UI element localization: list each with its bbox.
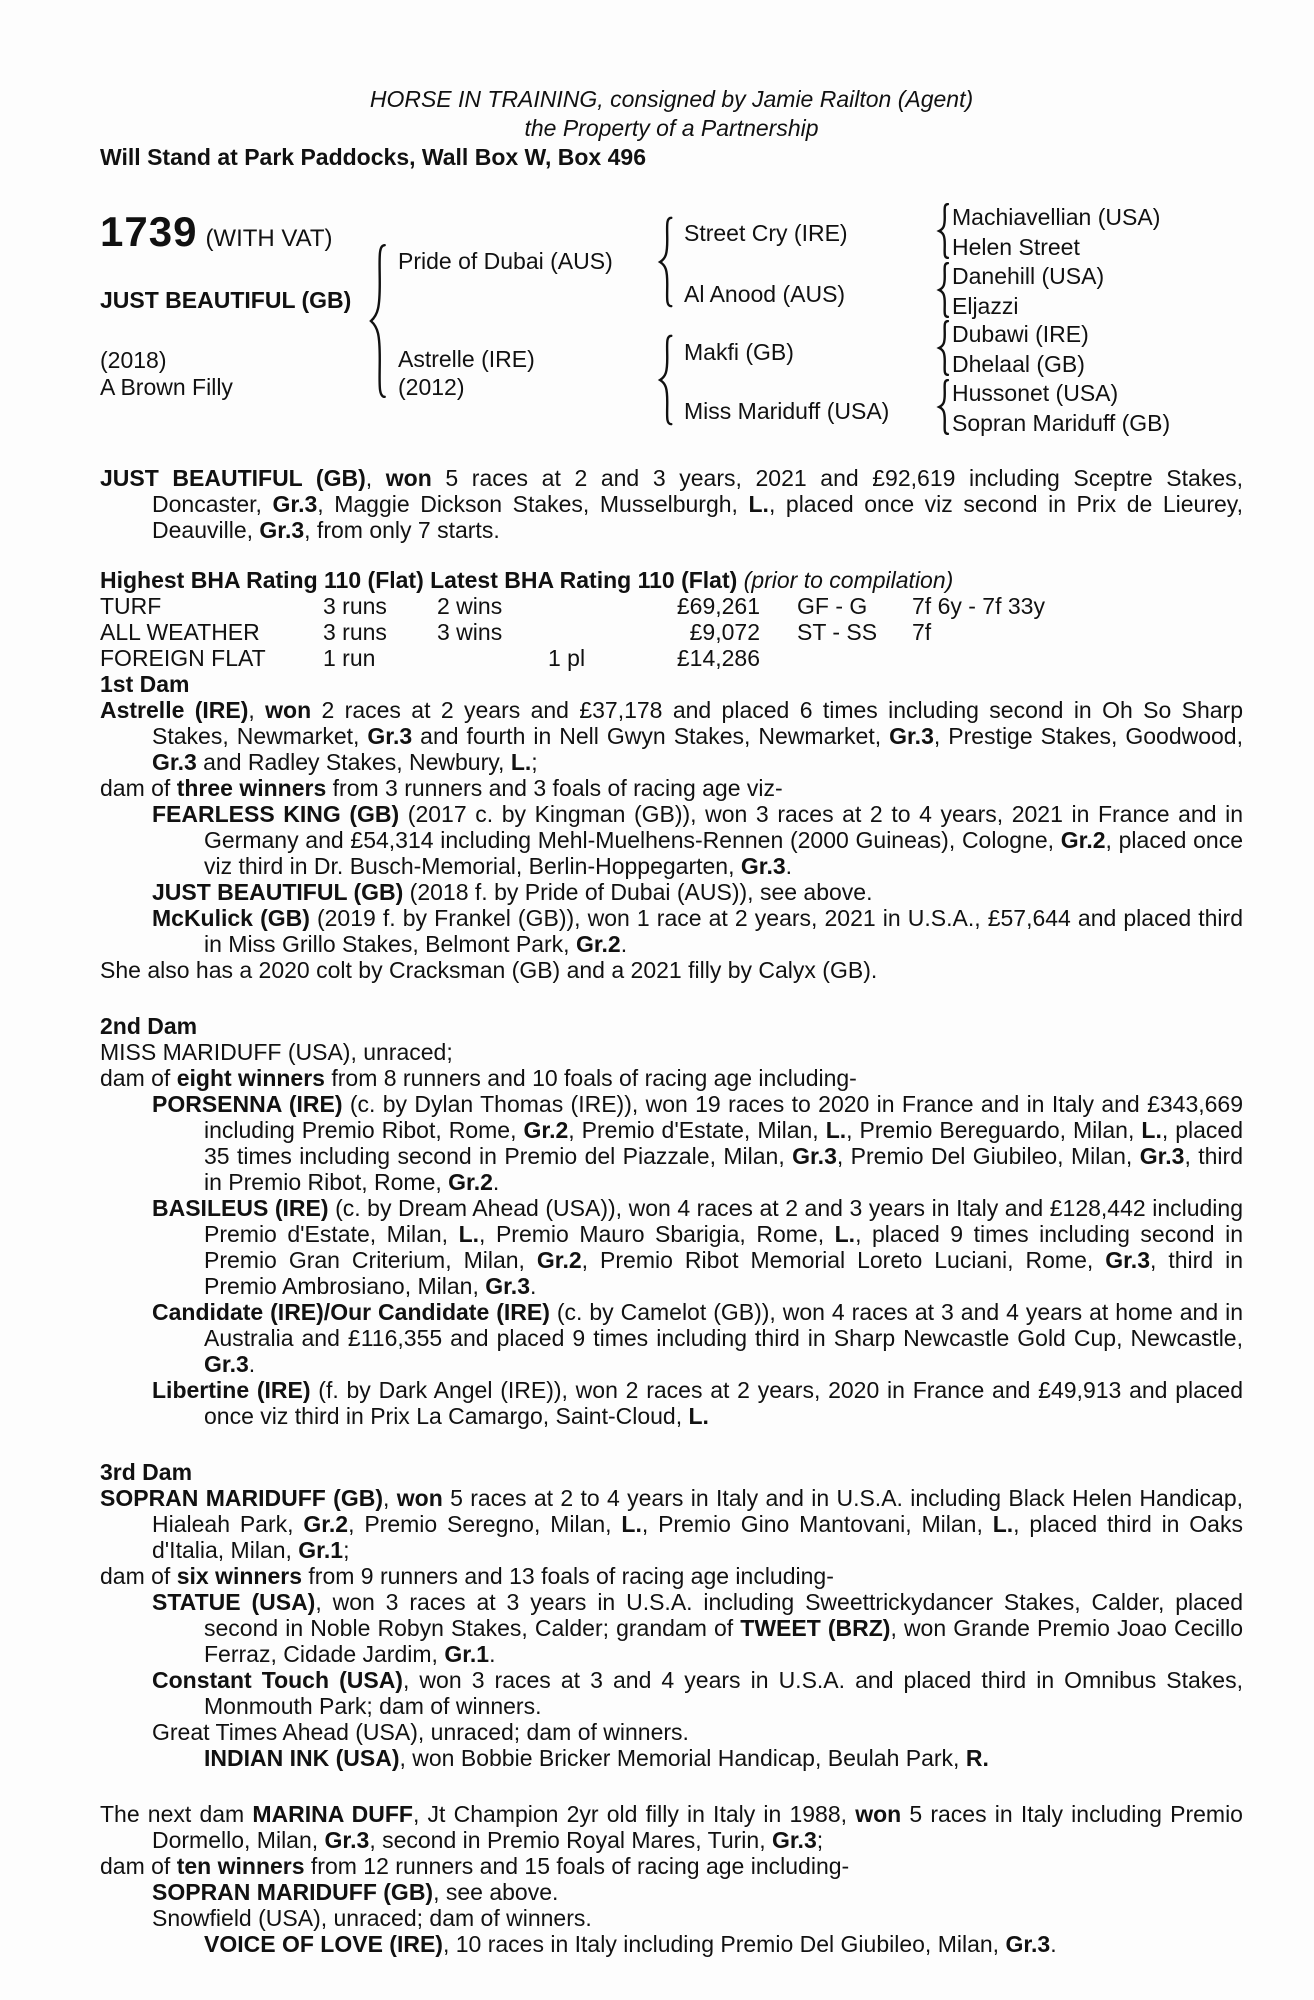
race-record-paragraph: JUST BEAUTIFUL (GB), won 5 races at 2 and 3 years, 2021 and £92,619 including Sceptre Stakes, Doncaster, Gr.3, Maggie Dickson Stakes, Musselburgh, L., placed once viz second in Prix de Lieurey, Deauville, Gr.3, from only 7 starts. — [100, 465, 1244, 543]
offspring-entry: VOICE OF LOVE (IRE), 10 races in Italy including Premio Del Giubileo, Milan, Gr.3. — [204, 1931, 1057, 1957]
offspring-entry: FEARLESS KING (GB) (2017 c. by Kingman (GB)), won 3 races at 2 to 4 years, 2021 in France and in Germany and £54,314 including Mehl-Muelhens-Rennen (2000 Guineas), Cologne, Gr.2, placed once viz third in Dr. Busch-Memorial, Berlin-Hoppegarten, Gr.3. — [152, 801, 1244, 879]
places-cell: 1 pl — [548, 645, 586, 671]
grandsire-dam-side: Makfi (GB) — [684, 339, 794, 365]
bha-rating-line: Highest BHA Rating 110 (Flat) Latest BHA Rating 110 (Flat) (prior to compilation) — [100, 567, 954, 593]
sire-parents-brace-icon — [656, 216, 674, 308]
great-grandsire-2: Danehill (USA) — [952, 263, 1105, 289]
granddam-dam-side: Miss Mariduff (USA) — [684, 398, 890, 424]
lot-row — [100, 208, 333, 256]
runs-cell: 3 runs — [323, 593, 387, 619]
grandsire-sire-side: Street Cry (IRE) — [684, 220, 848, 246]
dam-parents-brace-icon — [656, 334, 674, 426]
first-dam-produce-line: dam of three winners from 3 runners and 3 foals of racing age viz- — [100, 775, 783, 801]
earnings-cell: £9,072 — [689, 619, 760, 645]
offspring-entry: Libertine (IRE) (f. by Dark Angel (IRE)), won 2 races at 2 years, 2020 in France and £49,913 and placed once viz third in Prix La Camargo, Saint-Cloud, L. — [152, 1377, 1243, 1429]
granddam-sire-side: Al Anood (AUS) — [684, 281, 846, 307]
property-line: the Property of a Partnership — [524, 115, 819, 141]
vat-note: (WITH VAT) — [205, 225, 333, 252]
offspring-entry: STATUE (USA), won 3 races at 3 years in U.S.A. including Sweettrickydancer Stakes, Calder, placed second in Noble Robyn Stakes, Calder; grandam of TWEET (BRZ), won Grande Premio Joao Cecillo Ferraz, Cidade Jardim, Gr.1. — [152, 1589, 1244, 1667]
next-dam-section — [100, 1801, 1243, 1957]
great-granddam-1: Helen Street — [952, 234, 1080, 260]
offspring-entry: PORSENNA (IRE) (c. by Dylan Thomas (IRE)), won 19 races to 2020 in France and in Italy and £343,669 including Premio Ribot, Rome, Gr.2, Premio d'Estate, Milan, L., Premio Bereguardo, Milan, L., placed 35 times including second in Premio del Piazzale, Milan, Gr.3, Premio Del Giubileo, Milan, Gr.3, third in Premio Ribot, Rome, Gr.2. — [152, 1091, 1244, 1195]
gg-brace-3-icon — [936, 320, 950, 376]
great-grandparents-pair-4 — [952, 378, 1170, 438]
great-grandparents-pair-1 — [952, 202, 1160, 262]
wins-cell: 3 wins — [437, 619, 503, 645]
second-dam-produce-line: dam of eight winners from 8 runners and 10 foals of racing age including- — [100, 1065, 857, 1091]
going-cell: ST - SS — [797, 619, 878, 645]
second-dam-section — [100, 1013, 1243, 1429]
great-granddam-4: Sopran Mariduff (GB) — [952, 410, 1171, 436]
next-dam-paragraph: The next dam MARINA DUFF, Jt Champion 2yr old filly in Italy in 1988, won 5 races in Italy including Premio Dormello, Milan, Gr.3, second in Premio Royal Mares, Turin, Gr.3; — [100, 1801, 1243, 1853]
second-dam-paragraph: MISS MARIDUFF (USA), unraced; — [100, 1039, 453, 1065]
third-dam-produce-line: dam of six winners from 9 runners and 13 foals of racing age including- — [100, 1563, 834, 1589]
first-dam-heading: 1st Dam — [100, 671, 190, 697]
earnings-cell: £14,286 — [676, 645, 760, 671]
surface-cell: ALL WEATHER — [100, 619, 260, 645]
great-grandparents-pair-3 — [952, 319, 1089, 379]
great-grandparents-pair-2 — [952, 261, 1104, 321]
great-granddam-2: Eljazzi — [952, 293, 1019, 319]
gg-brace-4-icon — [936, 379, 950, 435]
dam-year: (2012) — [398, 374, 465, 400]
wins-cell: 2 wins — [437, 593, 503, 619]
stand-location-line: Will Stand at Park Paddocks, Wall Box W, Box 496 — [100, 144, 646, 170]
first-dam-section — [100, 671, 1243, 983]
next-dam-produce-line: dam of ten winners from 12 runners and 15 foals of racing age including- — [100, 1853, 850, 1879]
consignor-line: HORSE IN TRAINING, consigned by Jamie Railton (Agent) — [369, 86, 974, 112]
lot-number: 1739 — [100, 208, 198, 255]
going-cell: GF - G — [797, 593, 868, 619]
great-grandsire-1: Machiavellian (USA) — [952, 204, 1161, 230]
third-dam-section — [100, 1459, 1243, 1771]
second-dam-heading: 2nd Dam — [100, 1013, 198, 1039]
first-dam-note: She also has a 2020 colt by Cracksman (GB) and a 2021 filly by Calyx (GB). — [100, 957, 878, 983]
offspring-entry: Candidate (IRE)/Our Candidate (IRE) (c. by Camelot (GB)), won 4 races at 3 and 4 years at home and in Australia and £116,355 and placed 9 times including third in Sharp Newcastle Gold Cup, Newcastle, Gr.3. — [152, 1299, 1243, 1377]
great-grandsire-4: Hussonet (USA) — [952, 380, 1119, 406]
pedigree-table — [100, 200, 1243, 440]
table-row-turf — [100, 593, 1243, 619]
great-grandsire-3: Dubawi (IRE) — [952, 321, 1089, 347]
great-granddam-3: Dhelaal (GB) — [952, 351, 1085, 377]
distance-cell: 7f — [912, 619, 932, 645]
third-dam-paragraph: SOPRAN MARIDUFF (GB), won 5 races at 2 to 4 years in Italy and in U.S.A. including Black Helen Handicap, Hialeah Park, Gr.2, Premio Seregno, Milan, L., Premio Gino Mantovani, Milan, L., placed third in Oaks d'Italia, Milan, Gr.1; — [100, 1485, 1244, 1563]
bha-rating-section — [100, 567, 1243, 671]
pedigree-brace-icon — [366, 242, 388, 400]
offspring-entry: SOPRAN MARIDUFF (GB), see above. — [152, 1879, 559, 1905]
surface-cell: FOREIGN FLAT — [100, 645, 266, 671]
runs-cell: 3 runs — [323, 619, 387, 645]
race-summary-table — [100, 593, 1243, 671]
gg-brace-2-icon — [936, 262, 950, 318]
table-row-all-weather — [100, 619, 1243, 645]
offspring-entry: Constant Touch (USA), won 3 races at 3 and 4 years in U.S.A. and placed third in Omnibus Stakes, Monmouth Park; dam of winners. — [152, 1667, 1243, 1719]
gg-brace-1-icon — [936, 203, 950, 259]
dam-name: Astrelle (IRE) — [398, 346, 535, 372]
offspring-entry: Great Times Ahead (USA), unraced; dam of winners. — [152, 1719, 689, 1745]
table-row-foreign-flat — [100, 645, 1243, 671]
offspring-entry: McKulick (GB) (2019 f. by Frankel (GB)), won 1 race at 2 years, 2021 in U.S.A., £57,644 and placed third in Miss Grillo Stakes, Belmont Park, Gr.2. — [152, 905, 1243, 957]
offspring-entry: JUST BEAUTIFUL (GB) (2018 f. by Pride of Dubai (AUS)), see above. — [152, 879, 873, 905]
offspring-entry: INDIAN INK (USA), won Bobbie Bricker Memorial Handicap, Beulah Park, R. — [204, 1745, 989, 1771]
earnings-cell: £69,261 — [676, 593, 760, 619]
first-dam-paragraph: Astrelle (IRE), won 2 races at 2 years and £37,178 and placed 6 times including second in Oh So Sharp Stakes, Newmarket, Gr.3 and fourth in Nell Gwyn Stakes, Newmarket, Gr.3, Prestige Stakes, Goodwood, Gr.3 and Radley Stakes, Newbury, L.; — [100, 697, 1243, 775]
offspring-entry: Snowfield (USA), unraced; dam of winners. — [152, 1905, 592, 1931]
third-dam-heading: 3rd Dam — [100, 1459, 193, 1485]
sire-name: Pride of Dubai (AUS) — [398, 248, 613, 274]
horse-description: A Brown Filly — [100, 374, 233, 400]
offspring-entry: BASILEUS (IRE) (c. by Dream Ahead (USA)), won 4 races at 2 and 3 years in Italy and £128,442 including Premio d'Estate, Milan, L., Premio Mauro Sbarigia, Rome, L., placed 9 times including second in Premio Gran Criterium, Milan, Gr.2, Premio Ribot Memorial Loreto Luciani, Rome, Gr.3, third in Premio Ambrosiano, Milan, Gr.3. — [152, 1195, 1244, 1299]
horse-name: JUST BEAUTIFUL (GB) — [100, 287, 352, 313]
horse-foaling-year: (2018) — [100, 347, 167, 373]
surface-cell: TURF — [100, 593, 162, 619]
distance-cell: 7f 6y - 7f 33y — [912, 593, 1045, 619]
runs-cell: 1 run — [323, 645, 376, 671]
